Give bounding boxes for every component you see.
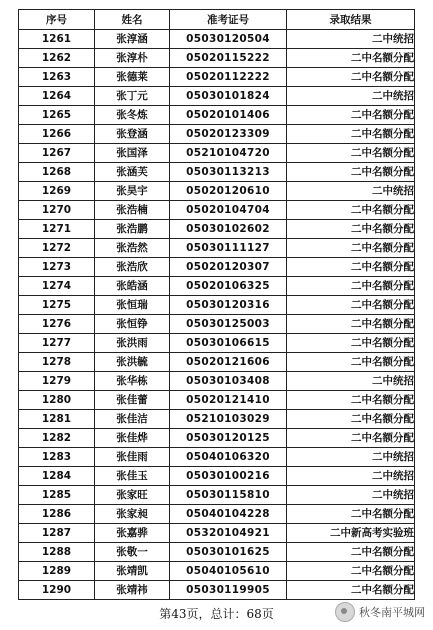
table-row (19, 68, 415, 87)
cell-exam-id: 05020121606 (170, 353, 287, 372)
cell-result: 二中统招 (287, 486, 415, 505)
table-row (19, 87, 415, 106)
cell-result: 二中统招 (287, 467, 415, 486)
cell-seq: 1263 (19, 68, 95, 87)
cell-seq: 1288 (19, 543, 95, 562)
cell-seq: 1270 (19, 201, 95, 220)
cell-name: 张丁元 (95, 87, 170, 106)
header-exam-id: 准考证号 (170, 10, 287, 30)
cell-exam-id: 05020120307 (170, 258, 287, 277)
table-row (19, 524, 415, 543)
table-row (19, 258, 415, 277)
cell-result: 二中名额分配 (287, 277, 415, 296)
cell-result: 二中名额分配 (287, 106, 415, 125)
cell-result: 二中名额分配 (287, 334, 415, 353)
table-row (19, 163, 415, 182)
cell-seq: 1265 (19, 106, 95, 125)
table-row (19, 125, 415, 144)
cell-result: 二中名额分配 (287, 391, 415, 410)
cell-name: 张淳朴 (95, 49, 170, 68)
cell-seq: 1281 (19, 410, 95, 429)
cell-seq: 1271 (19, 220, 95, 239)
table-row (19, 486, 415, 505)
cell-exam-id: 05030115810 (170, 486, 287, 505)
cell-name: 张浩鹏 (95, 220, 170, 239)
cell-name: 张淳涵 (95, 30, 170, 49)
cell-exam-id: 05030101824 (170, 87, 287, 106)
table-row (19, 30, 415, 49)
cell-result: 二中名额分配 (287, 163, 415, 182)
cell-seq: 1275 (19, 296, 95, 315)
cell-result: 二中名额分配 (287, 429, 415, 448)
cell-result: 二中名额分配 (287, 144, 415, 163)
cell-result: 二中统招 (287, 372, 415, 391)
cell-seq: 1272 (19, 239, 95, 258)
cell-name: 张靖凯 (95, 562, 170, 581)
cell-result: 二中名额分配 (287, 410, 415, 429)
cell-exam-id: 05030120125 (170, 429, 287, 448)
table-row (19, 277, 415, 296)
cell-name: 张浩然 (95, 239, 170, 258)
cell-result: 二中名额分配 (287, 258, 415, 277)
cell-exam-id: 05030102602 (170, 220, 287, 239)
cell-name: 张敬一 (95, 543, 170, 562)
cell-result: 二中统招 (287, 448, 415, 467)
cell-result: 二中新高考实验班 (287, 524, 415, 543)
cell-name: 张靖祎 (95, 581, 170, 600)
cell-name: 张浩楠 (95, 201, 170, 220)
cell-seq: 1290 (19, 581, 95, 600)
cell-seq: 1264 (19, 87, 95, 106)
admission-results-table (18, 9, 415, 600)
cell-result: 二中名额分配 (287, 315, 415, 334)
cell-seq: 1285 (19, 486, 95, 505)
cell-seq: 1287 (19, 524, 95, 543)
cell-name: 张涵芙 (95, 163, 170, 182)
cell-exam-id: 05210103029 (170, 410, 287, 429)
table-row (19, 296, 415, 315)
table-row (19, 429, 415, 448)
cell-seq: 1283 (19, 448, 95, 467)
table-row (19, 49, 415, 68)
cell-name: 张佳蕾 (95, 391, 170, 410)
cell-result: 二中名额分配 (287, 68, 415, 87)
cell-name: 张佳洁 (95, 410, 170, 429)
table-row (19, 448, 415, 467)
cell-exam-id: 05020123309 (170, 125, 287, 144)
cell-name: 张皓涵 (95, 277, 170, 296)
table-body (19, 30, 415, 600)
watermark (335, 602, 425, 622)
cell-seq: 1284 (19, 467, 95, 486)
cell-seq: 1280 (19, 391, 95, 410)
cell-exam-id: 05020104704 (170, 201, 287, 220)
cell-exam-id: 05030106615 (170, 334, 287, 353)
cell-name: 张德莱 (95, 68, 170, 87)
cell-exam-id: 05030113213 (170, 163, 287, 182)
cell-result: 二中名额分配 (287, 201, 415, 220)
watermark-text: 秋冬南平城网 (359, 606, 425, 619)
cell-exam-id: 05030120316 (170, 296, 287, 315)
cell-exam-id: 05020106325 (170, 277, 287, 296)
table-row (19, 410, 415, 429)
cell-result: 二中统招 (287, 87, 415, 106)
cell-result: 二中名额分配 (287, 543, 415, 562)
cell-name: 张华栋 (95, 372, 170, 391)
cell-seq: 1277 (19, 334, 95, 353)
cell-name: 张洪毓 (95, 353, 170, 372)
cell-exam-id: 05020121410 (170, 391, 287, 410)
cell-result: 二中统招 (287, 182, 415, 201)
cell-name: 张家昶 (95, 505, 170, 524)
cell-exam-id: 05020101406 (170, 106, 287, 125)
cell-seq: 1273 (19, 258, 95, 277)
table-row (19, 144, 415, 163)
cell-exam-id: 05030120504 (170, 30, 287, 49)
wechat-logo-icon (335, 602, 355, 622)
cell-seq: 1278 (19, 353, 95, 372)
cell-seq: 1261 (19, 30, 95, 49)
cell-result: 二中名额分配 (287, 125, 415, 144)
cell-exam-id: 05210104720 (170, 144, 287, 163)
cell-name: 张恒铮 (95, 315, 170, 334)
cell-exam-id: 05020120610 (170, 182, 287, 201)
cell-exam-id: 05040106320 (170, 448, 287, 467)
header-result: 录取结果 (287, 10, 415, 30)
cell-result: 二中统招 (287, 30, 415, 49)
cell-result: 二中名额分配 (287, 353, 415, 372)
cell-seq: 1274 (19, 277, 95, 296)
cell-exam-id: 05030100216 (170, 467, 287, 486)
header-name: 姓名 (95, 10, 170, 30)
table-row (19, 505, 415, 524)
header-seq: 序号 (19, 10, 95, 30)
table-header-row (19, 10, 415, 30)
cell-name: 张昊宇 (95, 182, 170, 201)
cell-exam-id: 05040105610 (170, 562, 287, 581)
cell-name: 张浩欣 (95, 258, 170, 277)
cell-seq: 1268 (19, 163, 95, 182)
table-row (19, 220, 415, 239)
cell-exam-id: 05020112222 (170, 68, 287, 87)
table-row (19, 182, 415, 201)
cell-seq: 1279 (19, 372, 95, 391)
cell-seq: 1262 (19, 49, 95, 68)
cell-name: 张嘉骅 (95, 524, 170, 543)
table-row (19, 315, 415, 334)
cell-name: 张洪雨 (95, 334, 170, 353)
cell-result: 二中名额分配 (287, 581, 415, 600)
cell-exam-id: 05030119905 (170, 581, 287, 600)
table-row (19, 372, 415, 391)
admission-table-container (18, 9, 415, 600)
cell-result: 二中名额分配 (287, 239, 415, 258)
table-row (19, 543, 415, 562)
table-row (19, 391, 415, 410)
cell-exam-id: 05020115222 (170, 49, 287, 68)
cell-result: 二中名额分配 (287, 296, 415, 315)
cell-result: 二中名额分配 (287, 505, 415, 524)
cell-name: 张佳雨 (95, 448, 170, 467)
cell-exam-id: 05040104228 (170, 505, 287, 524)
table-row (19, 239, 415, 258)
cell-seq: 1276 (19, 315, 95, 334)
cell-seq: 1267 (19, 144, 95, 163)
cell-seq: 1269 (19, 182, 95, 201)
cell-seq: 1286 (19, 505, 95, 524)
cell-result: 二中名额分配 (287, 220, 415, 239)
cell-name: 张冬炼 (95, 106, 170, 125)
table-row (19, 562, 415, 581)
cell-name: 张国泽 (95, 144, 170, 163)
cell-name: 张恒瑞 (95, 296, 170, 315)
table-row (19, 334, 415, 353)
cell-exam-id: 05030125003 (170, 315, 287, 334)
cell-name: 张佳玉 (95, 467, 170, 486)
cell-seq: 1282 (19, 429, 95, 448)
table-row (19, 353, 415, 372)
cell-seq: 1289 (19, 562, 95, 581)
cell-name: 张家旺 (95, 486, 170, 505)
cell-exam-id: 05030111127 (170, 239, 287, 258)
table-row (19, 581, 415, 600)
cell-exam-id: 05030103408 (170, 372, 287, 391)
page-indicator: 第43页，总计：68页 (159, 607, 274, 621)
cell-seq: 1266 (19, 125, 95, 144)
cell-result: 二中名额分配 (287, 49, 415, 68)
cell-result: 二中名额分配 (287, 562, 415, 581)
cell-exam-id: 05030101625 (170, 543, 287, 562)
cell-name: 张佳烨 (95, 429, 170, 448)
cell-name: 张登涵 (95, 125, 170, 144)
table-row (19, 201, 415, 220)
table-row (19, 106, 415, 125)
table-row (19, 467, 415, 486)
cell-exam-id: 05320104921 (170, 524, 287, 543)
